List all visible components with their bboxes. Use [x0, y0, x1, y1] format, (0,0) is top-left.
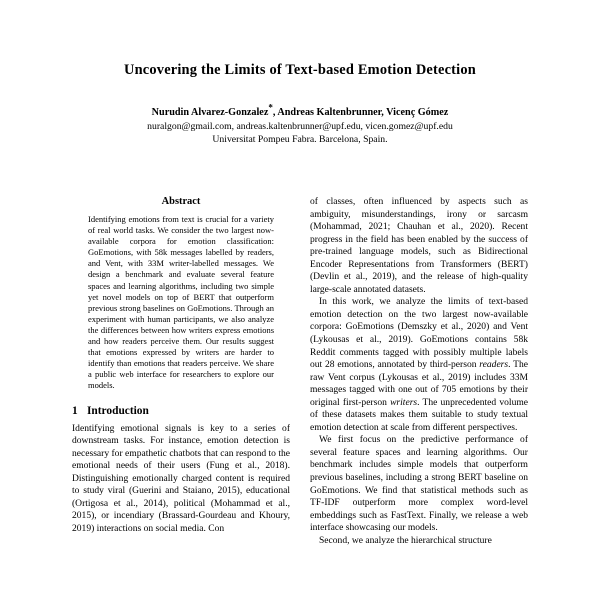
right-paragraph-4: Second, we analyze the hierarchical structure — [319, 534, 492, 546]
section-heading-introduction — [72, 405, 290, 417]
emphasis-readers: readers — [479, 359, 509, 371]
right-paragraph-2-part-b: . The raw Vent corpus (Lykousas et al., 2019) includes 33M messages tagged with one out of 705 emotions by their original first-person — [310, 359, 528, 408]
body-columns — [0, 196, 600, 600]
author-first: Nurudin Alvarez-Gonzalez — [151, 107, 269, 118]
right-paragraph-2-part-a: In this work, we analyze the limits of text-based emotion detection on the two largest now-available corpora: GoEmotions (Demszky et al., 2020) and Vent (Lykousas et al., 2019). GoEmotions contains 58k Reddit comments tagged with possibly multiple labels out 28 emotions, annotated by third-person — [310, 296, 528, 371]
author-rest: , Andreas Kaltenbrunner, Vicenç Gómez — [272, 107, 449, 118]
right-paragraph-2 — [310, 296, 528, 434]
page-title: Uncovering the Limits of Text-based Emotion Detection — [124, 62, 476, 78]
abstract-section — [88, 196, 274, 392]
right-column — [310, 196, 528, 600]
author-block — [0, 102, 600, 145]
abstract-body — [88, 214, 274, 392]
author-emails: nuralgon@gmail.com, andreas.kaltenbrunner@upf.edu, vicen.gomez@upf.edu — [147, 121, 453, 132]
author-footnote-marker: * — [268, 102, 273, 113]
right-paragraph-3: We first focus on the predictive performance of several feature spaces and learning algorithms. Our benchmark includes simple models that outperform previous baselines, including a strong BERT baseline on GoEmotions. We find that statistical methods such as TF-IDF outperform more complex word-level embeddings such as FastText. Finally, we release a web interface showcasing our models. — [310, 434, 528, 534]
emphasis-writers: writers — [390, 396, 418, 408]
section-title: Introduction — [87, 404, 149, 417]
abstract-heading: Abstract — [161, 196, 201, 207]
introduction-paragraph-1: Identifying emotional signals is key to a series of downstream tasks. For instance, emotion detection is necessary for empathetic chatbots that can respond to the emotional needs of their users (Fung et al., 2018). Distinguishing emotionally charged content is required to study viral (Guerini and Staiano, 2015), educational (Ortigosa et al., 2014), political (Mohammad et al., 2015), or incendiary (Brassard-Gourdeau and Khoury, 2019) interactions on social media. Con — [72, 422, 290, 534]
section-number: 1 — [72, 404, 78, 417]
author-affiliation: Universitat Pompeu Fabra. Barcelona, Spain. — [212, 134, 388, 145]
author-list — [0, 102, 600, 118]
title-block — [0, 0, 600, 79]
left-column — [72, 196, 290, 600]
abstract-text: Identifying emotions from text is crucial for a variety of real world tasks. We consider the two largest now-available corpora for emotion classification: GoEmotions, with 58k messages labelled by readers, and Vent, with 33M writer-labelled messages. We design a benchmark and evaluate several feature spaces and learning algorithms, including two simple yet novel models on top of BERT that outperform previous strong baselines on GoEmotions. Through an experiment with human participants, we also analyze the differences between how writers express emotions and how readers perceive them. Our results suggest that emotions expressed by writers are harder to identify than emotions that readers perceive. We share a public web interface for researchers to explore our models. — [88, 214, 274, 391]
right-paragraph-2-part-c: . The unprecedented volume of these datasets makes them suitable to study textual emotion detection at scale from different perspectives. — [310, 396, 528, 433]
right-continued-paragraph: of classes, often influenced by aspects such as ambiguity, misunderstandings, irony or sarcasm (Mohammad, 2021; Chauhan et al., 2020). Recent progress in the field has been enabled by the success of pre-trained language models, such as Bidirectional Encoder Representations from Transformers (BERT) (Devlin et al., 2019), and the release of high-quality large-scale annotated datasets. — [310, 196, 528, 295]
